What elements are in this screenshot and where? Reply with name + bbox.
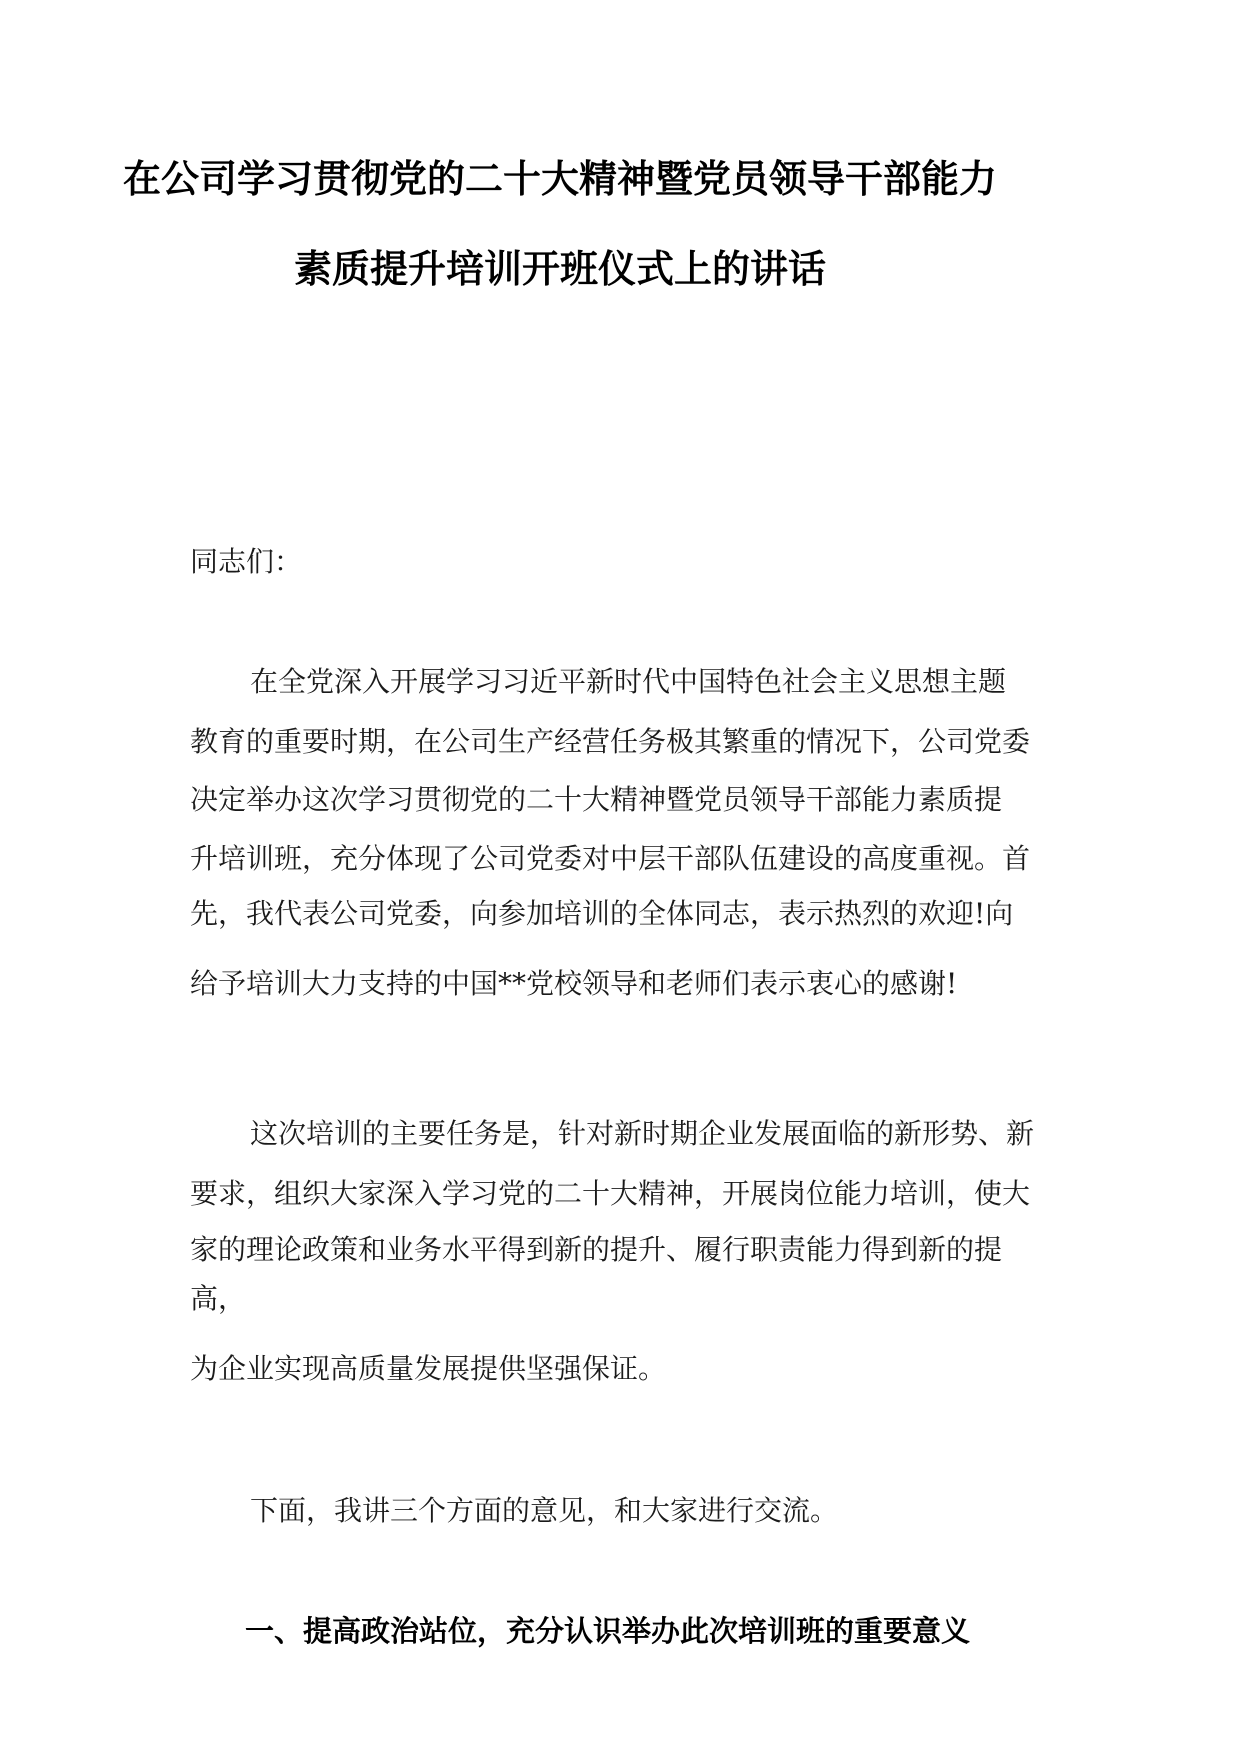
paragraph-1-line-3: 决定举办这次学习贯彻党的二十大精神暨党员领导干部能力素质提 (190, 783, 1003, 816)
paragraph-2-line-5: 为企业实现高质量发展提供坚强保证。 (190, 1352, 667, 1385)
section-1-heading: 一、提高政治站位，充分认识举办此次培训班的重要意义 (245, 1614, 971, 1648)
paragraph-3-line-1: 下面，我讲三个方面的意见，和大家进行交流。 (250, 1494, 839, 1527)
document-title-line-1: 在公司学习贯彻党的二十大精神暨党员领导干部能力 (122, 157, 997, 201)
paragraph-2-line-2: 要求，组织大家深入学习党的二十大精神，开展岗位能力培训，使大 (190, 1177, 1031, 1210)
paragraph-2-line-4: 高， (190, 1282, 247, 1315)
paragraph-1-line-2: 教育的重要时期，在公司生产经营任务极其繁重的情况下，公司党委 (190, 725, 1031, 758)
paragraph-1-line-4: 升培训班，充分体现了公司党委对中层干部队伍建设的高度重视。首 (190, 842, 1031, 875)
paragraph-1-line-1: 在全党深入开展学习习近平新时代中国特色社会主义思想主题 (250, 665, 1007, 698)
salutation: 同志们： (190, 545, 303, 578)
paragraph-1-line-6: 给予培训大力支持的中国**党校领导和老师们表示衷心的感谢! (190, 967, 958, 1000)
document-title-line-2: 素质提升培训开班仪式上的讲话 (293, 247, 826, 291)
paragraph-2-line-1: 这次培训的主要任务是，针对新时期企业发展面临的新形势、新 (250, 1117, 1035, 1150)
paragraph-1-line-5: 先，我代表公司党委，向参加培训的全体同志，表示热烈的欢迎!向 (190, 897, 1014, 930)
paragraph-2-line-3: 家的理论政策和业务水平得到新的提升、履行职责能力得到新的提 (190, 1233, 1003, 1266)
